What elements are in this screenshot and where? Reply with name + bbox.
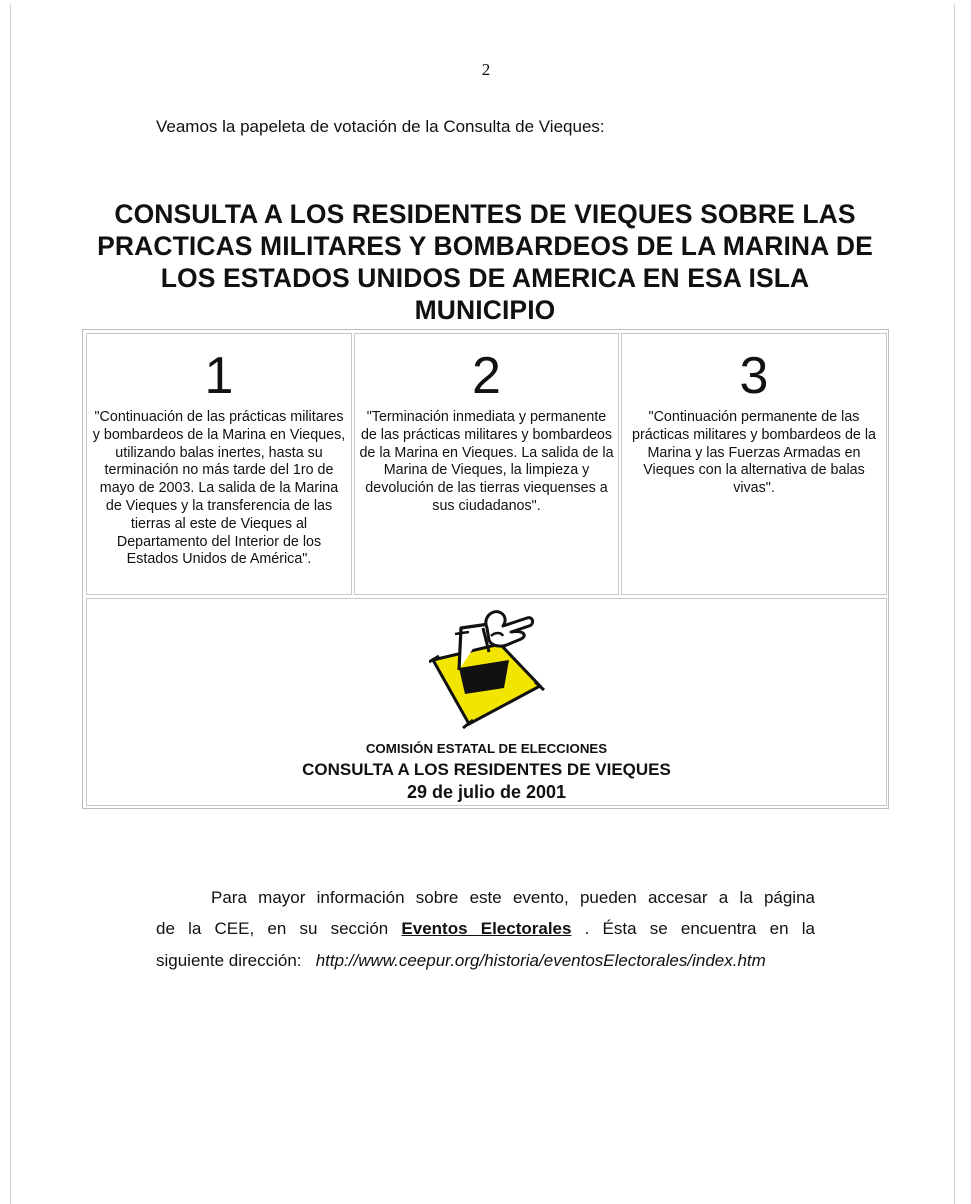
page-number: 2 bbox=[481, 60, 491, 79]
info-paragraph-line-3 bbox=[156, 951, 815, 971]
cee-url-link[interactable]: http://www.ceepur.org/historia/eventosElectorales/index.htm bbox=[315, 951, 766, 970]
info-text: siguiente dirección: bbox=[156, 951, 302, 970]
option-number: 1 bbox=[204, 347, 234, 405]
ballot-box-hand-logo-icon bbox=[429, 606, 545, 731]
ballot-option-3 bbox=[621, 333, 887, 595]
info-paragraph-line-2 bbox=[156, 919, 815, 939]
ballot-table bbox=[82, 329, 889, 809]
intro-text: Veamos la papeleta de votación de la Consulta de Vieques: bbox=[156, 117, 605, 136]
option-text: "Continuación de las prácticas militares y bombardeos de la Marina en Vieques, utilizando balas inertes, hasta su terminación no más tarde del 1ro de mayo de 2003. La salida de la Marina de Vieques y la transferencia de las tierras al este de Vieques al Departamento del Interior de los Estados Unidos de América". bbox=[92, 409, 346, 568]
info-text: de la CEE, en su sección bbox=[156, 919, 389, 938]
event-date: 29 de julio de 2001 bbox=[406, 782, 567, 802]
option-text: "Continuación permanente de las prácticas militares y bombardeos de la Marina y las Fuerzas Armadas en Vieques con la alternativa de balas vivas". bbox=[632, 409, 876, 497]
option-text: "Terminación inmediata y permanente de las prácticas militares y bombardeos de la Marina en Vieques. La salida de la Marina de Vieques, la limpieza y devolución de las tierras viequenses a sus ciudadanos". bbox=[359, 409, 614, 514]
ballot-option-2 bbox=[354, 333, 619, 595]
ballot-title-line: MUNICIPIO bbox=[414, 295, 556, 325]
ballot-footer bbox=[86, 598, 887, 806]
ballot-title-line: CONSULTA A LOS RESIDENTES DE VIEQUES SOBRE LAS bbox=[114, 199, 856, 229]
eventos-electorales-link[interactable]: Eventos Electorales bbox=[401, 919, 572, 938]
info-paragraph-line-1 bbox=[156, 888, 815, 908]
option-number: 2 bbox=[472, 347, 501, 405]
ballot-option-1 bbox=[86, 333, 352, 595]
ballot-title bbox=[82, 198, 888, 326]
option-number: 3 bbox=[739, 347, 769, 405]
info-text: . Ésta se encuentra en la bbox=[584, 919, 816, 938]
agency-name: COMISIÓN ESTATAL DE ELECCIONES bbox=[365, 741, 608, 756]
ballot-title-line: LOS ESTADOS UNIDOS DE AMERICA EN ESA ISLA bbox=[160, 263, 810, 293]
ballot-title-line: PRACTICAS MILITARES Y BOMBARDEOS DE LA MARINA DE bbox=[97, 231, 873, 261]
event-name: CONSULTA A LOS RESIDENTES DE VIEQUES bbox=[302, 760, 671, 779]
info-text: Para mayor información sobre este evento, pueden accesar a la página bbox=[211, 888, 815, 907]
